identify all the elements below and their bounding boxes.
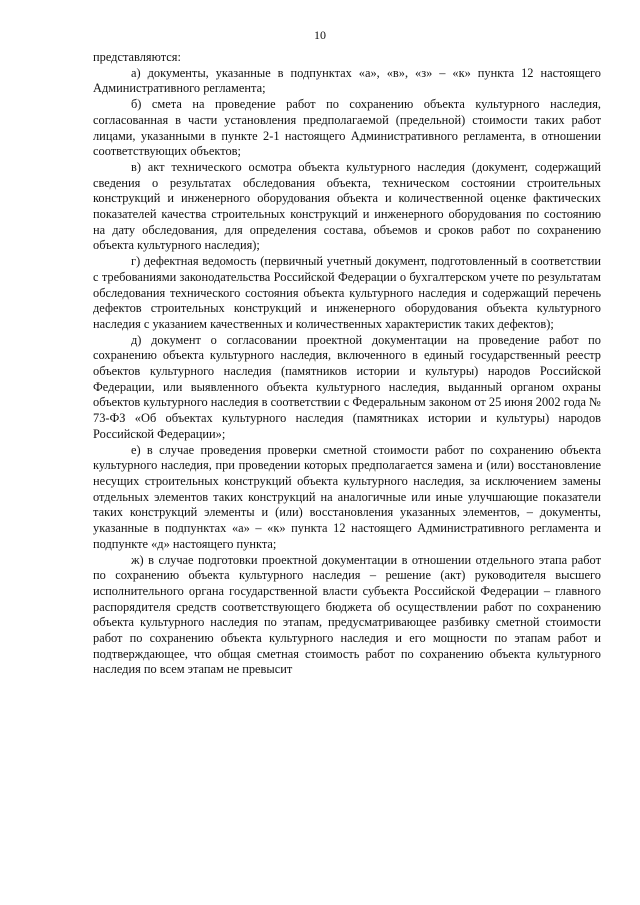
- item-g-paragraph: г) дефектная ведомость (первичный учетный документ, подготовленный в соответствии с требованиями законодательства Российской Федерации о бухгалтерском учете по результатам обследования технического состояния объекта культурного наследия и содержащий перечень дефектов строительных конструкций и инженерного оборудования объекта культурного наследия с указанием качественных и количественных характеристик таких дефектов);: [93, 254, 601, 331]
- page-number: 10: [314, 28, 326, 42]
- item-a-paragraph: а) документы, указанные в подпунктах «а», «в», «з» – «к» пункта 12 настоящего Административного регламента;: [93, 65, 601, 96]
- item-b-paragraph: б) смета на проведение работ по сохранению объекта культурного наследия, согласованная в части установления предполагаемой (предельной) стоимости таких работ лицами, указанными в пункте 2-1 настоящего Административного регламента, в отношении соответствующих объектов;: [93, 97, 601, 159]
- item-zh-paragraph: ж) в случае подготовки проектной документации в отношении отдельного этапа работ по сохранению объекта культурного наследия – решение (акт) руководителя высшего исполнительного органа государственной власти субъекта Российской Федерации – главного распорядителя средств соответствующего бюджета об осуществлении работ по сохранению объекта культурного наследия по этапам, предусматривающее разбивку сметной стоимости работ по сохранению объекта культурного наследия и его мощности по этапам работ и подтверждающее, что общая сметная стоимость работ по сохранению объекта культурного наследия по всем этапам не превысит: [93, 552, 601, 677]
- document-body: [93, 50, 601, 678]
- item-e-paragraph: е) в случае проведения проверки сметной стоимости работ по сохранению объекта культурного наследия, при проведении которых предполагается замена и (или) восстановление несущих строительных конструкций объекта культурного наследия, за исключением замены отдельных элементов таких конструкций на аналогичные или иные улучшающие показатели таких конструкций элементы и (или) восстановления указанных элементов, – документы, указанные в подпунктах «а» – «к» пункта 12 настоящего Административного регламента и подпункте «д» настоящего пункта;: [93, 442, 601, 551]
- item-v-paragraph: в) акт технического осмотра объекта культурного наследия (документ, содержащий сведения о результатах обследования объекта, техническом состоянии строительных конструкций и инженерного оборудования объекта и количественной оценке фактических показателей качества строительных конструкций и инженерного оборудования по состоянию на дату обследования, для определения состава, объемов и сроков работ по сохранению объекта культурного наследия);: [93, 159, 601, 253]
- item-d-paragraph: д) документ о согласовании проектной документации на проведение работ по сохранению объекта культурного наследия, включенного в единый государственный реестр объектов культурного наследия (памятников истории и культуры) народов Российской Федерации, или выявленного объекта культурного наследия, выданный органом охраны объектов культурного наследия в соответствии с Федеральным законом от 25 июня 2002 года № 73-ФЗ «Об объектах культурного наследия (памятниках истории и культуры) народов Российской Федерации»;: [93, 332, 601, 441]
- intro-line: представляются:: [93, 50, 181, 64]
